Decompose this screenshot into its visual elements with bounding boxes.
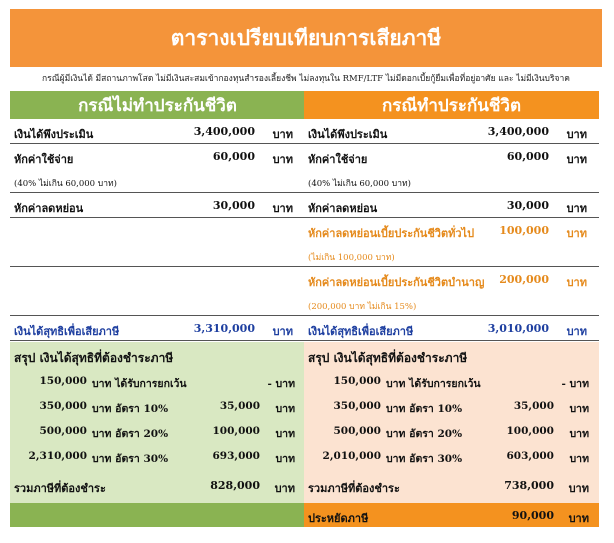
unit-label: บาท <box>272 128 293 141</box>
income-value: 3,400,000 <box>193 125 255 138</box>
bracket-text: บาท อัตรา 30% <box>386 453 463 465</box>
income-label: เงินได้พึงประเมิน <box>14 128 94 141</box>
life-insurance-note: (ไม่เกิน 100,000 บาท) <box>308 253 395 263</box>
expense-row <box>10 144 305 168</box>
allowance-value: 30,000 <box>506 199 549 212</box>
expense-value: 60,000 <box>212 150 255 163</box>
unit-label: บาท <box>569 428 589 440</box>
total-tax-row <box>304 479 599 499</box>
total-tax-value: 738,000 <box>504 479 554 492</box>
net-income-label: เงินได้สุทธิเพื่อเสียภาษี <box>308 325 414 338</box>
pension-insurance-value: 200,000 <box>499 273 549 286</box>
unit-label: บาท <box>275 428 295 440</box>
unit-label: บาท <box>566 227 587 240</box>
total-tax-label: รวมภาษีที่ต้องชำระ <box>14 482 106 495</box>
expense-note-row <box>10 168 305 193</box>
bracket-base: 350,000 <box>39 400 87 412</box>
unit-label: บาท <box>566 128 587 141</box>
expense-note: (40% ไม่เกิน 60,000 บาท) <box>14 179 117 189</box>
net-income-value: 3,310,000 <box>193 322 255 335</box>
bracket-row <box>10 425 305 445</box>
unit-label: บาท <box>569 453 589 465</box>
bracket-text: บาท อัตรา 10% <box>92 403 169 415</box>
unit-label: บาท <box>272 325 293 338</box>
tax-summary-box <box>10 342 305 503</box>
bracket-row <box>10 400 305 420</box>
bracket-base: 150,000 <box>333 375 381 387</box>
unit-label: บาท <box>272 202 293 215</box>
bracket-text: บาท ได้รับการยกเว้น <box>92 378 187 390</box>
no-insurance-heading: กรณีไม่ทำประกันชีวิต <box>10 91 305 119</box>
footer-bar <box>10 503 305 527</box>
allowance-value: 30,000 <box>212 199 255 212</box>
expense-note-row <box>304 168 599 193</box>
expense-value: 60,000 <box>506 150 549 163</box>
bracket-row <box>304 375 599 395</box>
bracket-tax: 35,000 <box>219 400 260 412</box>
unit-label: บาท <box>566 276 587 289</box>
bracket-tax: 35,000 <box>513 400 554 412</box>
bracket-tax: 100,000 <box>212 425 260 437</box>
total-tax-value: 828,000 <box>210 479 260 492</box>
with-insurance-column <box>304 91 599 527</box>
allowance-row <box>10 193 305 218</box>
tax-saving-bar <box>304 503 599 527</box>
income-value: 3,400,000 <box>487 125 549 138</box>
tax-summary-box <box>304 342 599 503</box>
bracket-text: บาท อัตรา 30% <box>92 453 169 465</box>
expense-row <box>304 144 599 168</box>
pension-insurance-row <box>304 267 599 291</box>
unit-label: บาท <box>566 325 587 338</box>
bracket-row <box>304 450 599 470</box>
bracket-text: บาท อัตรา 20% <box>92 428 169 440</box>
unit-label: บาท <box>275 403 295 415</box>
no-insurance-column <box>10 91 305 527</box>
unit-label: บาท <box>569 403 589 415</box>
bracket-text: บาท อัตรา 20% <box>386 428 463 440</box>
bracket-tax: 100,000 <box>506 425 554 437</box>
bracket-text: บาท อัตรา 10% <box>386 403 463 415</box>
life-insurance-note-row <box>304 242 599 267</box>
total-tax-row <box>10 479 305 499</box>
summary-title: สรุป เงินได้สุทธิที่ต้องชำระภาษี <box>308 351 468 365</box>
unit-label: บาท <box>568 482 589 495</box>
bracket-base: 2,010,000 <box>322 450 381 462</box>
bracket-row <box>304 400 599 420</box>
pension-insurance-label: หักค่าลดหย่อนเบี้ยประกันชีวิตบำนาญ <box>308 276 485 289</box>
net-income-label: เงินได้สุทธิเพื่อเสียภาษี <box>14 325 120 338</box>
summary-title: สรุป เงินได้สุทธิที่ต้องชำระภาษี <box>14 351 174 365</box>
page-subtitle: กรณีผู้มีเงินได้ มีสถานภาพโสด ไม่มีเงินสะสมเข้ากองทุนสำรองเลี้ยงชีพ ไม่ลงทุนใน RMF/LTF ไม่มีดอกเบี้ยกู้ยืมเพื่อที่อยู่อาศัย และ ไม่มีเงินบริจาค <box>42 74 570 84</box>
bracket-text: บาท ได้รับการยกเว้น <box>386 378 481 390</box>
bracket-tax: 603,000 <box>506 450 554 462</box>
bracket-row <box>10 450 305 470</box>
life-insurance-value: 100,000 <box>499 224 549 237</box>
bracket-tax: - บาท <box>561 378 589 390</box>
income-label: เงินได้พึงประเมิน <box>308 128 388 141</box>
unit-label: บาท <box>568 512 589 525</box>
allowance-label: หักค่าลดหย่อน <box>308 202 378 215</box>
unit-label: บาท <box>272 153 293 166</box>
unit-label: บาท <box>274 482 295 495</box>
tax-saving-label: ประหยัดภาษี <box>308 512 369 525</box>
bracket-base: 2,310,000 <box>28 450 87 462</box>
bracket-tax: - บาท <box>267 378 295 390</box>
net-income-row <box>10 316 305 341</box>
unit-label: บาท <box>275 453 295 465</box>
life-insurance-label: หักค่าลดหย่อนเบี้ยประกันชีวิตทั่วไป <box>308 227 475 240</box>
total-tax-label: รวมภาษีที่ต้องชำระ <box>308 482 400 495</box>
page-title: ตารางเปรียบเทียบการเสียภาษี <box>10 9 602 67</box>
expense-note: (40% ไม่เกิน 60,000 บาท) <box>308 179 411 189</box>
life-insurance-row <box>304 218 599 242</box>
expense-label: หักค่าใช้จ่าย <box>308 153 368 166</box>
bracket-base: 500,000 <box>39 425 87 437</box>
allowance-label: หักค่าลดหย่อน <box>14 202 84 215</box>
tax-saving-value: 90,000 <box>511 509 554 522</box>
bracket-base: 500,000 <box>333 425 381 437</box>
net-income-value: 3,010,000 <box>487 322 549 335</box>
with-insurance-heading: กรณีทำประกันชีวิต <box>304 91 599 119</box>
expense-label: หักค่าใช้จ่าย <box>14 153 74 166</box>
unit-label: บาท <box>566 153 587 166</box>
allowance-row <box>304 193 599 218</box>
bracket-base: 350,000 <box>333 400 381 412</box>
income-row <box>10 119 305 144</box>
unit-label: บาท <box>566 202 587 215</box>
income-row <box>304 119 599 144</box>
bracket-base: 150,000 <box>39 375 87 387</box>
pension-insurance-note: (200,000 บาท ไม่เกิน 15%) <box>308 302 417 312</box>
bracket-tax: 693,000 <box>212 450 260 462</box>
net-income-row <box>304 316 599 341</box>
bracket-row <box>304 425 599 445</box>
pension-insurance-note-row <box>304 291 599 316</box>
bracket-row <box>10 375 305 395</box>
